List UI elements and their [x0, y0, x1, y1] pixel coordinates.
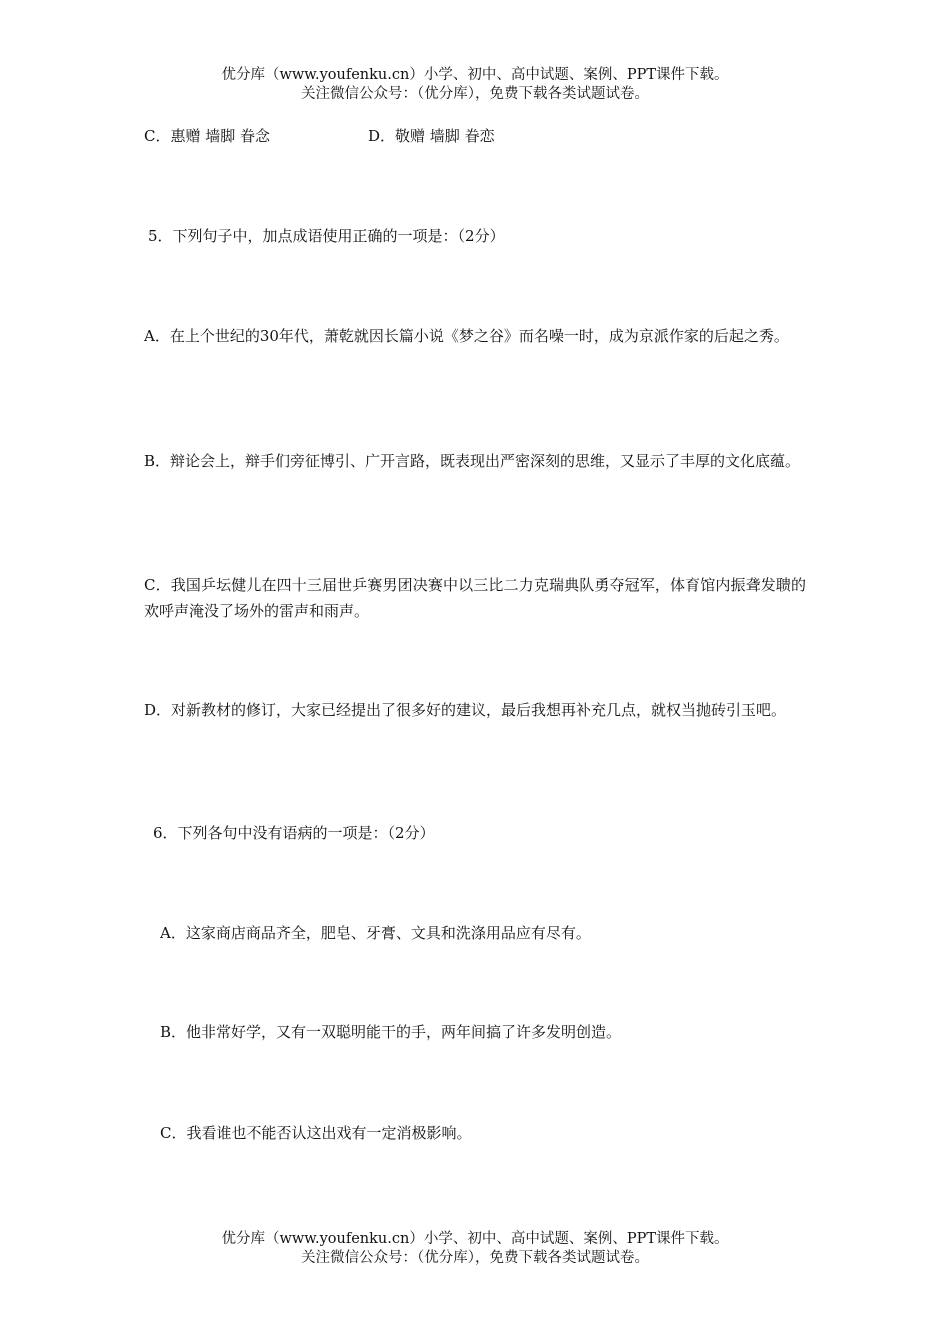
q6-option-c: C．我看谁也不能否认这出戏有一定消极影响。 [160, 1124, 472, 1142]
q5-option-a: A．在上个世纪的30年代，萧乾就因长篇小说《梦之谷》而名噪一时，成为京派作家的后起之秀。 [144, 327, 789, 345]
q5-option-c: C．我国乒坛健儿在四十三届世乒赛男团决赛中以三比二力克瑞典队勇夺冠军，体育馆内振聋发聩的欢呼声淹没了场外的雷声和雨声。 [144, 576, 806, 620]
q5-stem: 5．下列句子中，加点成语使用正确的一项是：（2分） [148, 227, 505, 245]
q6-stem: 6．下列各句中没有语病的一项是：（2分） [153, 824, 435, 842]
q5-option-b: B．辩论会上，辩手们旁征博引、广开言路，既表现出严密深刻的思维，又显示了丰厚的文化底蕴。 [144, 452, 801, 470]
q4-option-d: D．敬赠 墙脚 眷恋 [368, 127, 495, 145]
q5-option-d: D．对新教材的修订，大家已经提出了很多好的建议，最后我想再补充几点，就权当抛砖引玉吧。 [144, 701, 787, 719]
q4-option-c: C．惠赠 墙脚 眷念 [144, 127, 271, 145]
header-line-1: 优分库（www.youfenku.cn）小学、初中、高中试题、案例、PPT课件下载。 [221, 67, 729, 83]
page-footer [0, 1230, 950, 1268]
q6-option-b: B．他非常好学，又有一双聪明能干的手，两年间搞了许多发明创造。 [160, 1023, 622, 1041]
header-line-2: 关注微信公众号：（优分库），免费下载各类试题试卷。 [301, 86, 649, 102]
footer-line-1: 优分库（www.youfenku.cn）小学、初中、高中试题、案例、PPT课件下载。 [221, 1231, 729, 1247]
q6-option-a: A．这家商店商品齐全，肥皂、牙膏、文具和洗涤用品应有尽有。 [160, 924, 591, 942]
footer-line-2: 关注微信公众号：（优分库），免费下载各类试题试卷。 [301, 1250, 649, 1266]
page-header [0, 66, 950, 104]
